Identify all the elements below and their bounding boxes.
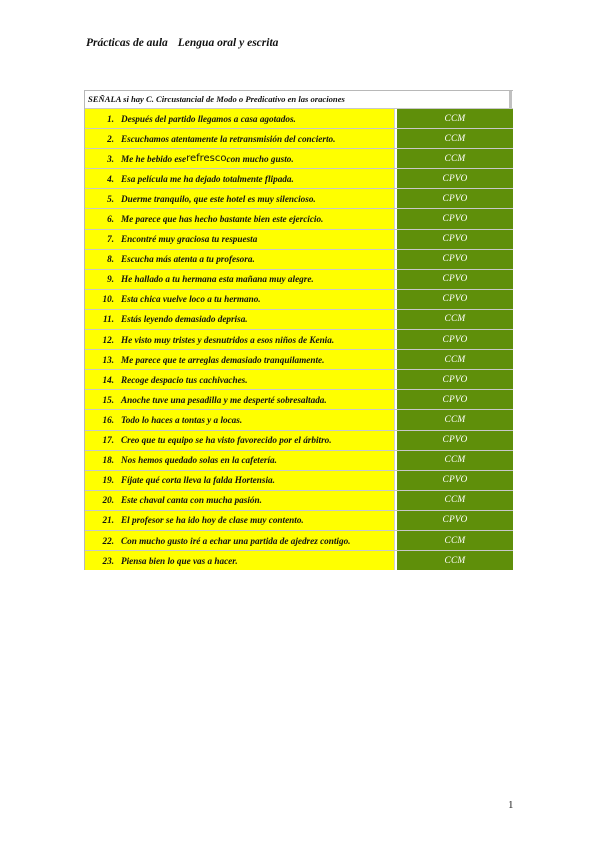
- table-row: [85, 289, 513, 309]
- exercise-table: [84, 90, 513, 570]
- table-row: [85, 229, 513, 249]
- sentence-text: El profesor se ha ido hoy de clase muy contento.: [121, 515, 304, 526]
- sentence-text-pre: Me he bebido ese: [121, 153, 187, 164]
- answer-cell: CCM: [395, 109, 513, 128]
- sentence-text: Anoche tuve una pesadilla y me desperté sobresaltada.: [121, 394, 327, 405]
- sentence-number: 5.: [107, 193, 114, 204]
- sentence-text: He visto muy tristes y desnutridos a esos niños de Kenia.: [121, 334, 335, 345]
- sentence-number: 6.: [107, 214, 114, 225]
- sentence-text: Creo que tu equipo se ha visto favorecido por el árbitro.: [121, 435, 332, 446]
- answer-cell: CCM: [395, 149, 513, 168]
- table-row: [85, 409, 513, 429]
- sentence-text: Después del partido llegamos a casa agotados.: [121, 113, 296, 124]
- sentence-number: 21.: [102, 515, 114, 526]
- answer-cell: CPVO: [395, 390, 513, 409]
- answer-cell: CPVO: [395, 431, 513, 450]
- answer-cell: CCM: [395, 491, 513, 510]
- sentence-cell: [85, 310, 395, 329]
- answer-cell: CPVO: [395, 230, 513, 249]
- answer-cell: CPVO: [395, 189, 513, 208]
- sentence-text: He hallado a tu hermana esta mañana muy alegre.: [121, 274, 314, 285]
- sentence-number: 23.: [102, 555, 114, 566]
- sentence-cell: [85, 350, 395, 369]
- sentence-text: Esta chica vuelve loco a tu hermano.: [121, 294, 261, 305]
- sentence-text-post: con mucho gusto.: [226, 153, 294, 164]
- sentence-cell: [85, 551, 395, 570]
- answer-cell: CPVO: [395, 511, 513, 530]
- answer-cell: CPVO: [395, 250, 513, 269]
- table-row: [85, 450, 513, 470]
- sentence-cell: [85, 431, 395, 450]
- answer-cell: CPVO: [395, 330, 513, 349]
- sentence-number: 9.: [107, 274, 114, 285]
- table-row: [85, 128, 513, 148]
- sentence-number: 18.: [102, 455, 114, 466]
- sentence-cell: [85, 451, 395, 470]
- sentence-number: 20.: [102, 495, 114, 506]
- table-row: [85, 148, 513, 168]
- table-row: [85, 470, 513, 490]
- sentence-cell: [85, 209, 395, 228]
- answer-cell: CCM: [395, 129, 513, 148]
- sentence-cell: [85, 250, 395, 269]
- header-title: Prácticas de aula: [86, 37, 168, 49]
- sentence-cell: [85, 189, 395, 208]
- sentence-cell: [85, 169, 395, 188]
- answer-cell: CCM: [395, 310, 513, 329]
- sentence-cell: [85, 129, 395, 148]
- sentence-cell: [85, 230, 395, 249]
- answer-cell: CPVO: [395, 290, 513, 309]
- table-row: [85, 550, 513, 570]
- answer-cell: CPVO: [395, 169, 513, 188]
- sentence-text: Con mucho gusto iré a echar una partida de ajedrez contigo.: [121, 535, 351, 546]
- sentence-text: Recoge despacio tus cachivaches.: [121, 374, 248, 385]
- table-row: [85, 490, 513, 510]
- sentence-text: Fíjate qué corta lleva la falda Hortensia.: [121, 475, 275, 486]
- sentence-number: 11.: [103, 314, 114, 325]
- sentence-text: Encontré muy graciosa tu respuesta: [121, 234, 258, 245]
- sentence-text: Estás leyendo demasiado deprisa.: [121, 314, 248, 325]
- sentence-number: 8.: [107, 254, 114, 265]
- sentence-number: 7.: [107, 234, 114, 245]
- sentence-cell: [85, 390, 395, 409]
- sentence-number: 3.: [107, 153, 114, 164]
- sentence-cell: [85, 410, 395, 429]
- table-row: [85, 168, 513, 188]
- answer-cell: CCM: [395, 451, 513, 470]
- table-row: [85, 369, 513, 389]
- sentence-number: 14.: [102, 374, 114, 385]
- sentence-number: 15.: [102, 394, 114, 405]
- sentence-text: Duerme tranquilo, que este hotel es muy silencioso.: [121, 193, 316, 204]
- answer-cell: CCM: [395, 551, 513, 570]
- sentence-number: 4.: [107, 173, 114, 184]
- table-row: [85, 249, 513, 269]
- sentence-text: Escuchamos atentamente la retransmisión del concierto.: [121, 133, 336, 144]
- table-row: [85, 108, 513, 128]
- answer-cell: CCM: [395, 350, 513, 369]
- sentence-cell: [85, 471, 395, 490]
- sentence-text: Esa película me ha dejado totalmente flipada.: [121, 173, 294, 184]
- table-row: [85, 349, 513, 369]
- sentence-number: 22.: [102, 535, 114, 546]
- table-row: [85, 389, 513, 409]
- sentence-number: 16.: [102, 414, 114, 425]
- table-row: [85, 530, 513, 550]
- sentence-cell: [85, 511, 395, 530]
- sentence-cell: [85, 491, 395, 510]
- table-row: [85, 430, 513, 450]
- sentence-text-word: refresco: [186, 153, 227, 165]
- sentence-number: 13.: [102, 354, 114, 365]
- sentence-text: Todo lo haces a tontas y a locas.: [121, 414, 243, 425]
- answer-cell: CPVO: [395, 209, 513, 228]
- table-row: [85, 329, 513, 349]
- sentence-cell: [85, 370, 395, 389]
- sentence-number: 12.: [102, 334, 114, 345]
- page-header: [86, 37, 278, 49]
- sentence-number: 17.: [102, 435, 114, 446]
- sentence-cell: [85, 290, 395, 309]
- answer-cell: CPVO: [395, 370, 513, 389]
- answer-cell: CPVO: [395, 270, 513, 289]
- sentence-number: 19.: [102, 475, 114, 486]
- sentence-number: 10.: [102, 294, 114, 305]
- header-subtitle: Lengua oral y escrita: [177, 37, 279, 49]
- table-row: [85, 510, 513, 530]
- answer-cell: CCM: [395, 410, 513, 429]
- table-row: [85, 269, 513, 289]
- sentence-text: Este chaval canta con mucha pasión.: [121, 495, 262, 506]
- sentence-cell: [85, 109, 395, 128]
- sentence-text: Me parece que has hecho bastante bien este ejercicio.: [121, 214, 324, 225]
- sentence-cell: [85, 531, 395, 550]
- table-row: [85, 309, 513, 329]
- sentence-number: 1.: [107, 113, 114, 124]
- exercise-rows: [85, 108, 513, 570]
- sentence-text: Escucha más atenta a tu profesora.: [121, 254, 255, 265]
- sentence-text: Piensa bien lo que vas a hacer.: [121, 555, 238, 566]
- sentence-cell: [85, 270, 395, 289]
- page-number: 1: [508, 799, 514, 811]
- table-row: [85, 208, 513, 228]
- sentence-text: Nos hemos quedado solas en la cafetería.: [121, 455, 277, 466]
- answer-cell: CPVO: [395, 471, 513, 490]
- answer-cell: CCM: [395, 531, 513, 550]
- sentence-number: 2.: [107, 133, 114, 144]
- instruction-text: SEÑALA si hay C. Circustancial de Modo o Predicativo en las oraciones: [85, 91, 512, 108]
- sentence-cell: [85, 149, 395, 168]
- sentence-text: Me parece que te arreglas demasiado tranquilamente.: [121, 354, 325, 365]
- table-row: [85, 188, 513, 208]
- sentence-cell: [85, 330, 395, 349]
